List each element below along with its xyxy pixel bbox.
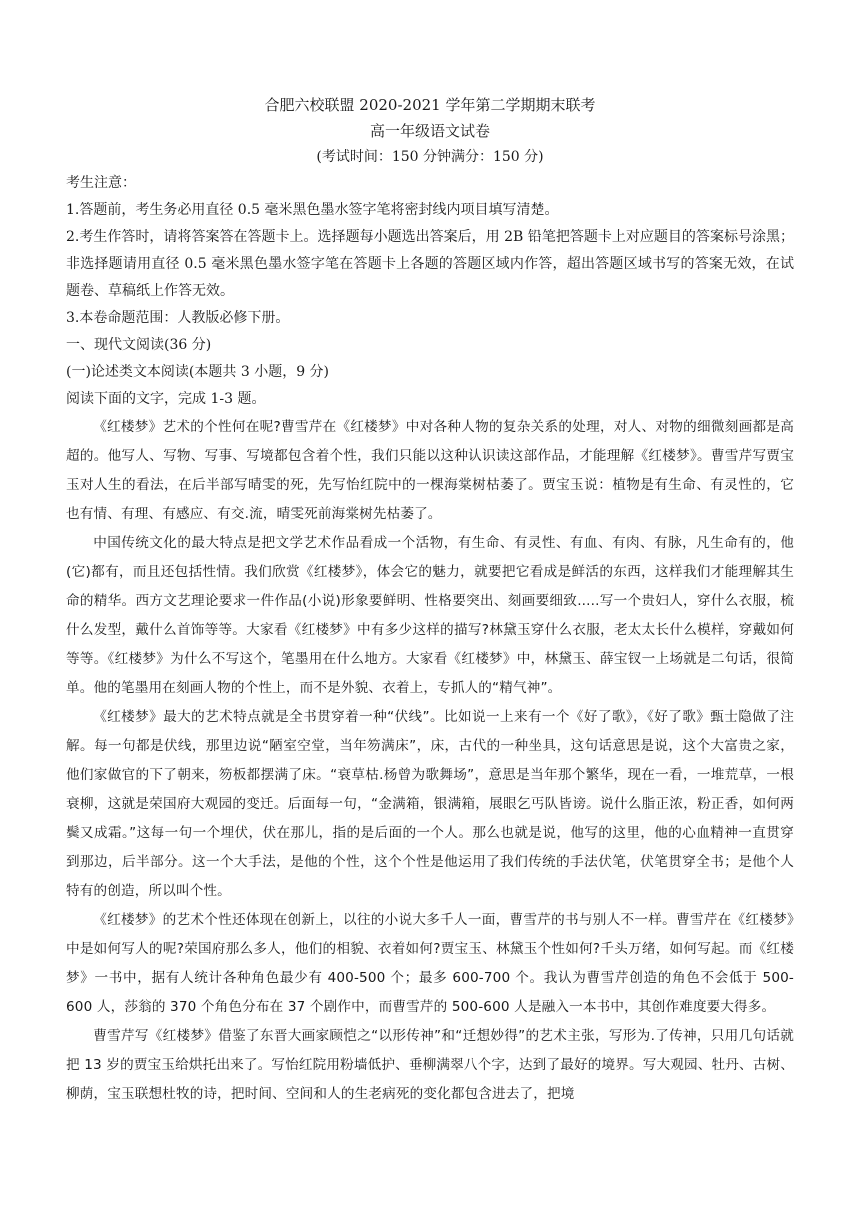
passage-paragraph-1: 《红楼梦》艺术的个性何在呢?曹雪芹在《红楼梦》中对各种人物的复杂关系的处理，对人、对物的细微刻画都是高超的。他写人、写物、写事、写境都包含着个性，我们只能以这种认识读这部作品，才能理解《红楼梦》。曹雪芹写贾宝玉对人生的看法，在后半部写晴雯的死，先写怡红院中的一棵海棠树枯萎了。贾宝玉说：植物是有生命、有灵性的，它也有情、有理、有感应、有交.流，晴雯死前海棠树先枯萎了。	[66, 419, 794, 522]
notice-item-1: 1.答题前，考生务必用直径 0.5 毫米黑色墨水签字笔将密封线内项目填写清楚。	[66, 202, 559, 218]
exam-info: (考试时间：150 分钟满分：150 分)	[316, 149, 544, 165]
passage-paragraph-5: 曹雪芹写《红楼梦》借鉴了东晋大画家顾恺之“以形传神”和“迁想妙得”的艺术主张，写形为.了传神，只用几句话就把 13 岁的贾宝玉给烘托出来了。写怡红院用粉墙低护、垂柳满翠八个字，达到了最好的境界。写大观园、牡丹、古树、柳荫，宝玉联想杜牧的诗，把时间、空间和人的生老病死的变化都包含进去了，把境	[66, 1028, 794, 1102]
notice-item-2: 2.考生作答时，请将答案答在答题卡上。选择题每小题选出答案后，用 2B 铅笔把答题卡上对应题目的答案标号涂黑；非选择题请用直径 0.5 毫米黑色墨水签字笔在答题卡上各题的答题区域内作答，超出答题区域书写的答案无效，在试题卷、草稿纸上作答无效。	[66, 229, 794, 299]
passage-paragraph-3: 《红楼梦》最大的艺术特点就是全书贯穿着一种“伏线”。比如说一上来有一个《好了歌》，《好了歌》甄士隐做了注解。每一句都是伏线，那里边说“陋室空堂，当年笏满床”，床，古代的一种坐具，这句话意思是说，这个大富贵之家，他们家做官的下了朝来，笏板都摆满了床。“衰草枯.杨曾为歌舞场”，意思是当年那个繁华，现在一看，一堆荒草，一根衰柳，这就是荣国府大观园的变迁。后面每一句，“金满箱，银满箱，展眼乞丐队皆谤。说什么脂正浓，粉正香，如何两鬓又成霜。”这每一句一个埋伏，伏在那儿，指的是后面的一个人。那么也就是说，他写的这里，他的心血精神一直贯穿到那边，后半部分。这一个大手法，是他的个性，这个个性是他运用了我们传统的手法伏笔，伏笔贯穿全书；是他个人特有的创造，所以叫个性。	[66, 709, 794, 899]
section-instruction: 阅读下面的文字，完成 1-3 题。	[66, 391, 266, 407]
section-title: 一、现代文阅读(36 分)	[66, 337, 212, 353]
passage-paragraph-4: 《红楼梦》的艺术个性还体现在创新上，以往的小说大多千人一面，曹雪芹的书与别人不一样。曹雪芹在《红楼梦》中是如何写人的呢?荣国府那么多人，他们的相貌、衣着如何?贾宝玉、林黛玉个性如何?千头万绪，如何写起。而《红楼梦》一书中，据有人统计各种角色最少有 400-500 个；最多 600-700 个。我认为曹雪芹创造的角色不会低于 500-600 人，莎翁的 370 个角色分布在 37 个剧作中，而曹雪芹的 500-600 人是融入一本书中，其创作难度要大得多。	[66, 912, 794, 1015]
section-subtitle: (一)论述类文本阅读(本题共 3 小题，9 分)	[66, 364, 330, 380]
notice-item-3: 3.本卷命题范围：人教版必修下册。	[66, 310, 290, 326]
passage-paragraph-2: 中国传统文化的最大特点是把文学艺术作品看成一个活物，有生命、有灵性、有血、有肉、有脉，凡生命有的，他(它)都有，而且还包括性情。我们欣赏《红楼梦》，体会它的魅力，就要把它看成是鲜活的东西，这样我们才能理解其生命的精华。西方文艺理论要求一件作品(小说)形象要鲜明、性格要突出、刻画要细致.....写一个贵妇人，穿什么衣服，梳什么发型，戴什么首饰等等。大家看《红楼梦》中有多少这样的描写?林黛玉穿什么衣服，老太太长什么模样，穿戴如何等等。《红楼梦》为什么不写这个，笔墨用在什么地方。大家看《红楼梦》中，林黛玉、薛宝钗一上场就是二句话，很简单。他的笔墨用在刻画人物的个性上，而不是外貌、衣着上，专抓人的“精气神”。	[66, 535, 794, 696]
notice-heading: 考生注意：	[66, 175, 136, 191]
exam-subtitle: 高一年级语文试卷	[369, 122, 490, 140]
exam-title: 合肥六校联盟 2020-2021 学年第二学期期末联考	[264, 96, 596, 114]
